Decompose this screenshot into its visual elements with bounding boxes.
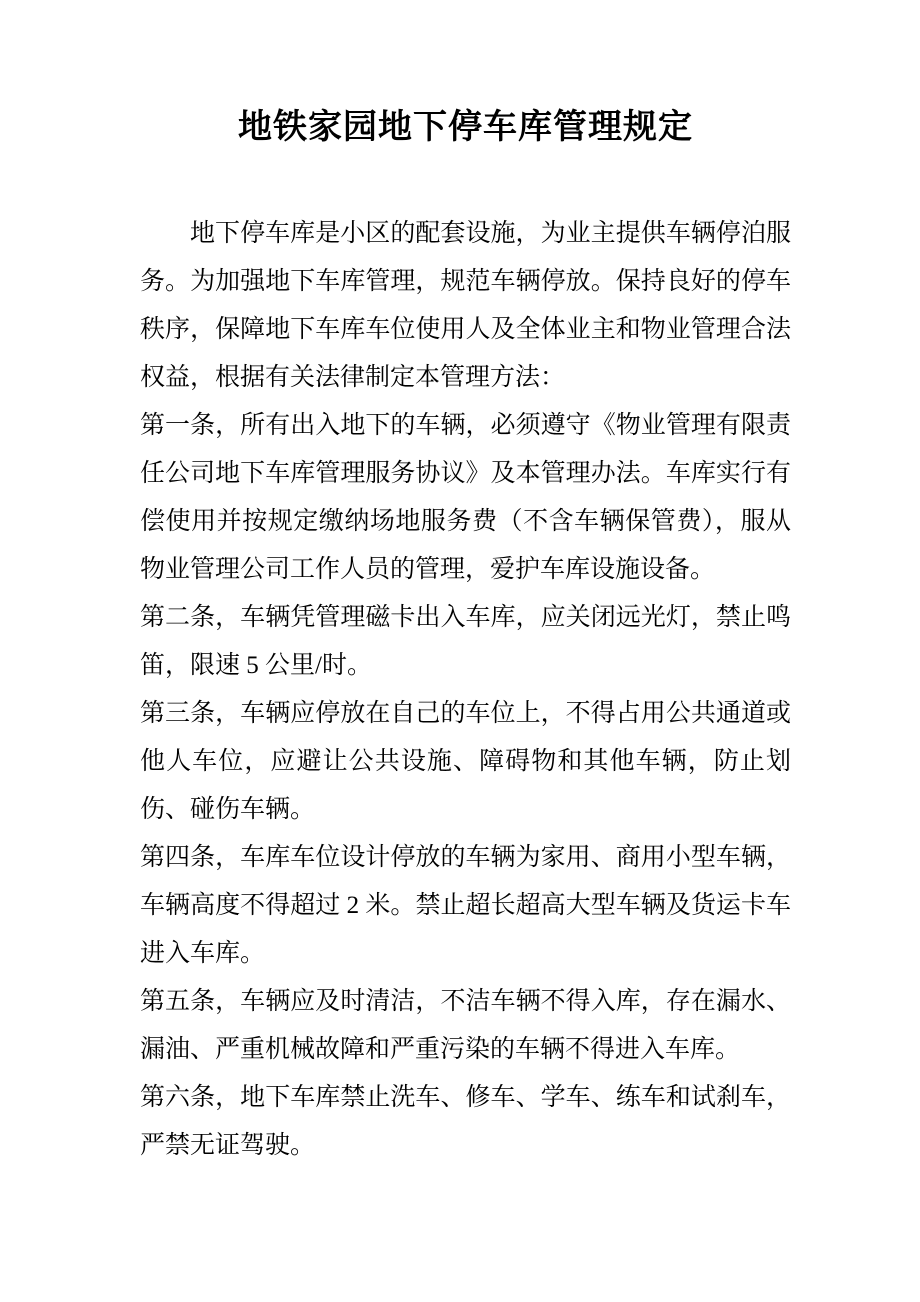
document-title: 地铁家园地下停车库管理规定 [238,109,693,146]
paragraph: 地下停车库是小区的配套设施，为业主提供车辆停泊服务。为加强地下车库管理，规范车辆停放。保持良好的停车秩序，保障地下车库车位使用人及全体业主和物业管理合法权益，根据有关法律制定本管理方法： [140,220,791,391]
paragraph: 第四条，车库车位设计停放的车辆为家用、商用小型车辆，车辆高度不得超过 2 米。禁止超长超高大型车辆及货运卡车进入车库。 [140,844,791,967]
document-body [140,210,791,1170]
paragraph: 第一条，所有出入地下的车辆，必须遵守《物业管理有限责任公司地下车库管理服务协议》及本管理办法。车库实行有偿使用并按规定缴纳场地服务费（不含车辆保管费），服从物业管理公司工作人员的管理，爱护车库设施设备。 [140,412,791,583]
paragraph: 第六条，地下车库禁止洗车、修车、学车、练车和试刹车，严禁无证驾驶。 [140,1084,791,1159]
paragraph: 第三条，车辆应停放在自己的车位上，不得占用公共通道或他人车位，应避让公共设施、障碍物和其他车辆，防止划伤、碰伤车辆。 [140,700,791,823]
paragraph: 第二条，车辆凭管理磁卡出入车库，应关闭远光灯，禁止鸣笛，限速 5 公里/时。 [140,604,791,679]
paragraph: 第五条，车辆应及时清洁，不洁车辆不得入库，存在漏水、漏油、严重机械故障和严重污染的车辆不得进入车库。 [140,988,791,1063]
